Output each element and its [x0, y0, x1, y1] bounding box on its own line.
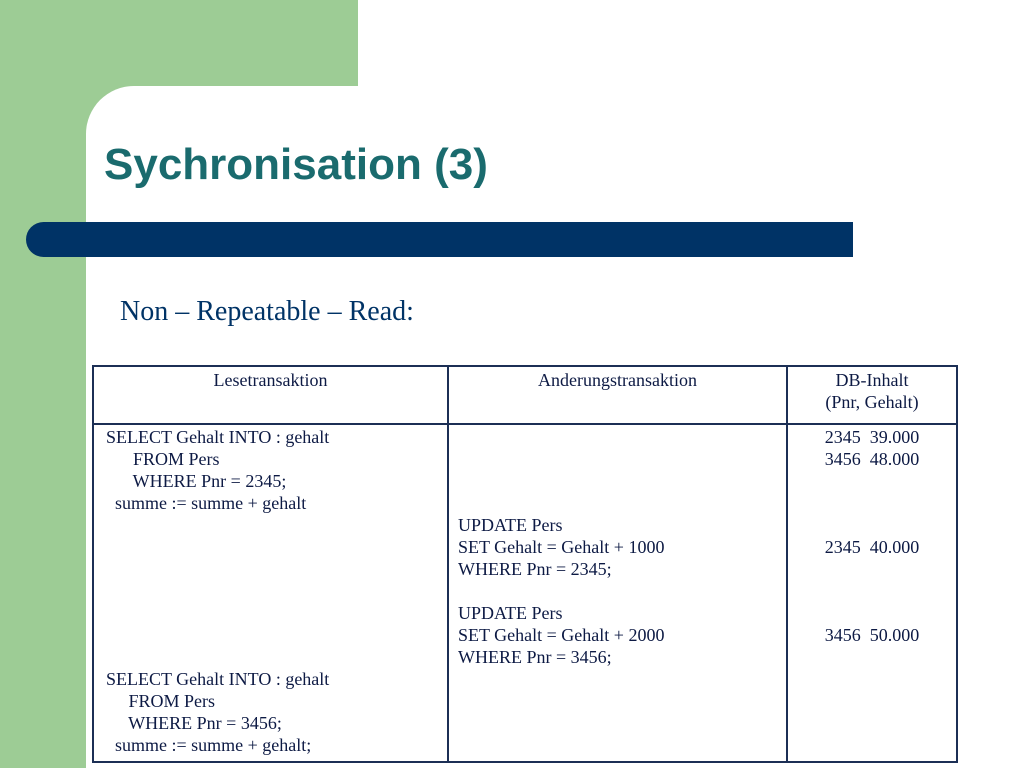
update-transaction-cell: UPDATE Pers SET Gehalt = Gehalt + 1000 WHERE Pnr = 2345; UPDATE Pers SET Gehalt = Gehalt + 2000 WHERE Pnr = 3456; — [458, 515, 665, 667]
header-db-content: DB-Inhalt (Pnr, Gehalt) — [825, 370, 919, 412]
header-read-transaction: Lesetransaktion — [213, 370, 328, 390]
header-update-transaction: Anderungstransaktion — [538, 370, 697, 390]
header-divider — [94, 423, 956, 425]
title-divider-bar — [26, 222, 853, 257]
background-panel-top — [358, 0, 1024, 86]
slide-title: Sychronisation (3) — [104, 140, 488, 189]
column-divider-1 — [447, 367, 449, 761]
transaction-table — [92, 365, 958, 763]
read-transaction-cell: SELECT Gehalt INTO : gehalt FROM Pers WHERE Pnr = 2345; summe := summe + gehalt SELECT Gehalt INTO : gehalt FROM Pers WHERE Pnr = 3456; summe := summe + gehalt; — [106, 427, 330, 755]
slide-subtitle: Non – Repeatable – Read: — [120, 296, 414, 327]
db-content-cell: 2345 39.000 3456 48.000 2345 40.000 3456 50.000 — [824, 427, 920, 645]
